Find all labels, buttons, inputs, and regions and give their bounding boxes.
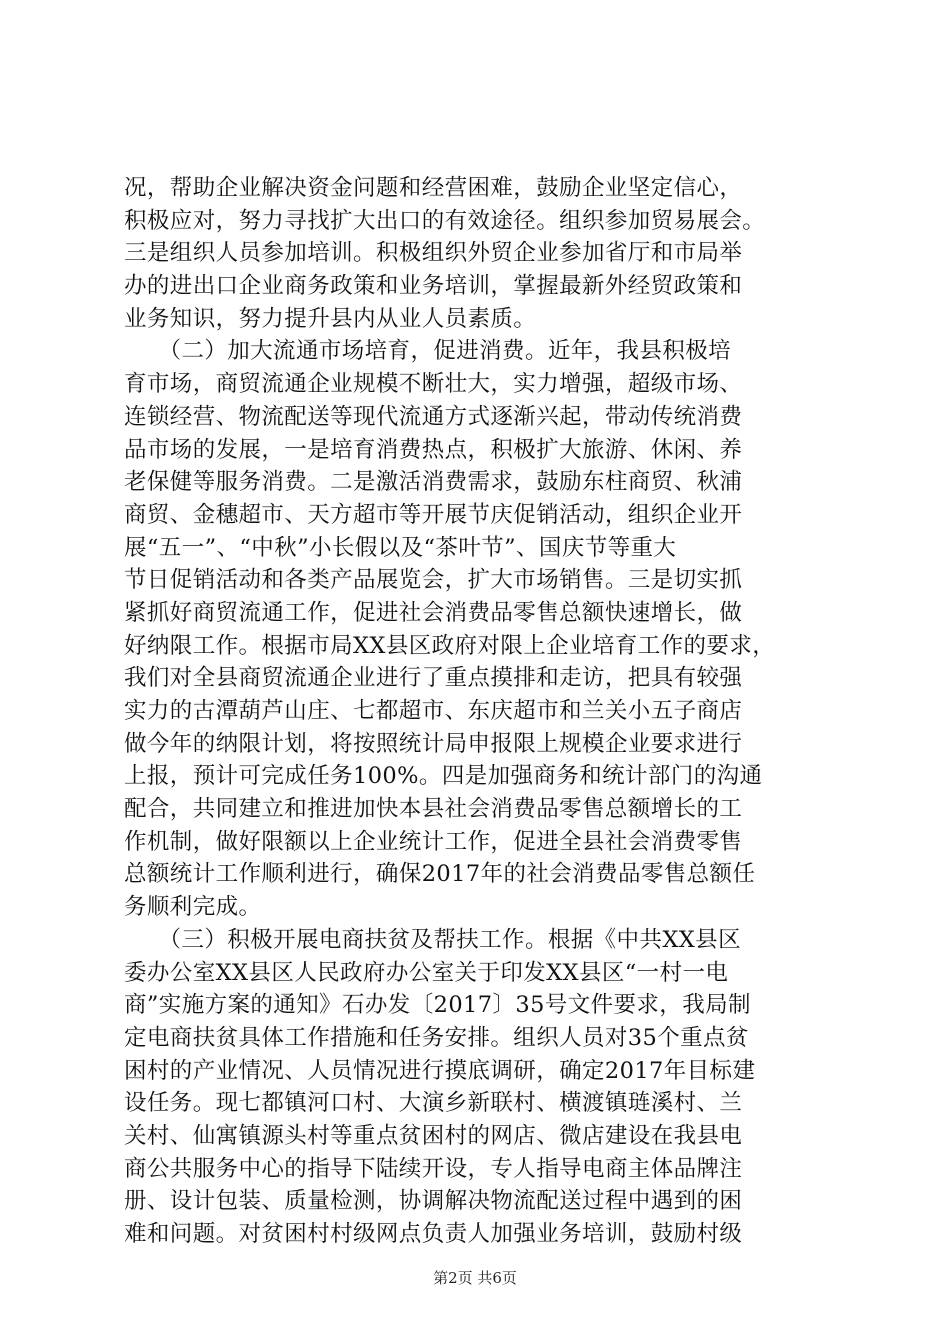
- text-line: 老保健等服务消费。二是激活消费需求，鼓励东柱商贸、秋浦: [124, 469, 743, 496]
- text-line: 实力的古潭葫芦山庄、七都超市、东庆超市和兰关小五子商店: [124, 698, 743, 724]
- text-line: 商公共服务中心的指导下陆续开设，专人指导电商主体品牌注: [124, 1155, 743, 1182]
- text-line: 节日促销活动和各类产品展览会，扩大市场销售。三是切实抓: [124, 567, 743, 594]
- text-line: 配合，共同建立和推进加快本县社会消费品零售总额增长的工: [124, 796, 743, 823]
- text-line: 连锁经营、物流配送等现代流通方式逐渐兴起，带动传统消费: [124, 403, 743, 430]
- text-line: 困村的产业情况、人员情况进行摸底调研，确定2017年目标建: [124, 1057, 756, 1084]
- text-line: 商贸、金穗超市、天方超市等开展节庆促销活动，组织企业开: [124, 501, 743, 528]
- text-line: 关村、仙寓镇源头村等重点贫困村的网店、微店建设在我县电: [124, 1122, 743, 1149]
- text-line: 难和问题。对贫困村村级网点负责人加强业务培训，鼓励村级: [124, 1221, 743, 1247]
- text-line: 作机制，做好限额以上企业统计工作，促进全县社会消费零售: [124, 828, 743, 855]
- text-line: 育市场，商贸流通企业规模不断壮大，实力增强，超级市场、: [124, 371, 743, 398]
- text-line: （二）加大流通市场培育，促进消费。近年，我县积极培: [124, 338, 732, 365]
- text-line: 设任务。现七都镇河口村、大演乡新联村、横渡镇琏溪村、兰: [124, 1090, 743, 1117]
- text-line: 委办公室XX县区人民政府办公室关于印发XX县区“一村一电: [124, 959, 729, 986]
- text-line: 三是组织人员参加培训。积极组织外贸企业参加省厅和市局举: [124, 240, 743, 267]
- page-footer: 第2页 共6页: [433, 1269, 517, 1287]
- text-line: （三）积极开展电商扶贫及帮扶工作。根据《中共XX县区: [124, 926, 741, 953]
- text-line: 积极应对，努力寻找扩大出口的有效途径。组织参加贸易展会。: [124, 207, 766, 234]
- text-line: 定电商扶贫具体工作措施和任务安排。组织人员对35个重点贫: [124, 1024, 749, 1051]
- text-line: 上报，预计可完成任务100%。四是加强商务和统计部门的沟通: [124, 763, 763, 790]
- text-line: 册、设计包装、质量检测，协调解决物流配送过程中遇到的困: [124, 1188, 743, 1215]
- text-line: 做今年的纳限计划，将按照统计局申报限上规模企业要求进行: [124, 730, 743, 757]
- text-line: 业务知识，努力提升县内从业人员素质。: [124, 305, 537, 332]
- text-line: 品市场的发展，一是培育消费热点，积极扩大旅游、休闲、养: [124, 436, 743, 463]
- text-line: 务顺利完成。: [124, 894, 262, 921]
- body-text: [124, 172, 834, 1251]
- text-line: 我们对全县商贸流通企业进行了重点摸排和走访，把具有较强: [124, 665, 743, 692]
- text-line: 展“五一”、“中秋”小长假以及“茶叶节”、国庆节等重大: [124, 534, 677, 561]
- text-line: 商”实施方案的通知》石办发〔2017〕35号文件要求，我局制: [124, 992, 751, 1019]
- text-line: 况，帮助企业解决资金问题和经营困难，鼓励企业坚定信心，: [124, 175, 743, 201]
- text-line: 紧抓好商贸流通工作，促进社会消费品零售总额快速增长，做: [124, 599, 743, 626]
- text-line: 办的进出口企业商务政策和业务培训，掌握最新外经贸政策和: [124, 273, 743, 300]
- text-line: 好纳限工作。根据市局XX县区政府对限上企业培育工作的要求，: [124, 632, 776, 659]
- text-line: 总额统计工作顺利进行，确保2017年的社会消费品零售总额任: [124, 861, 756, 888]
